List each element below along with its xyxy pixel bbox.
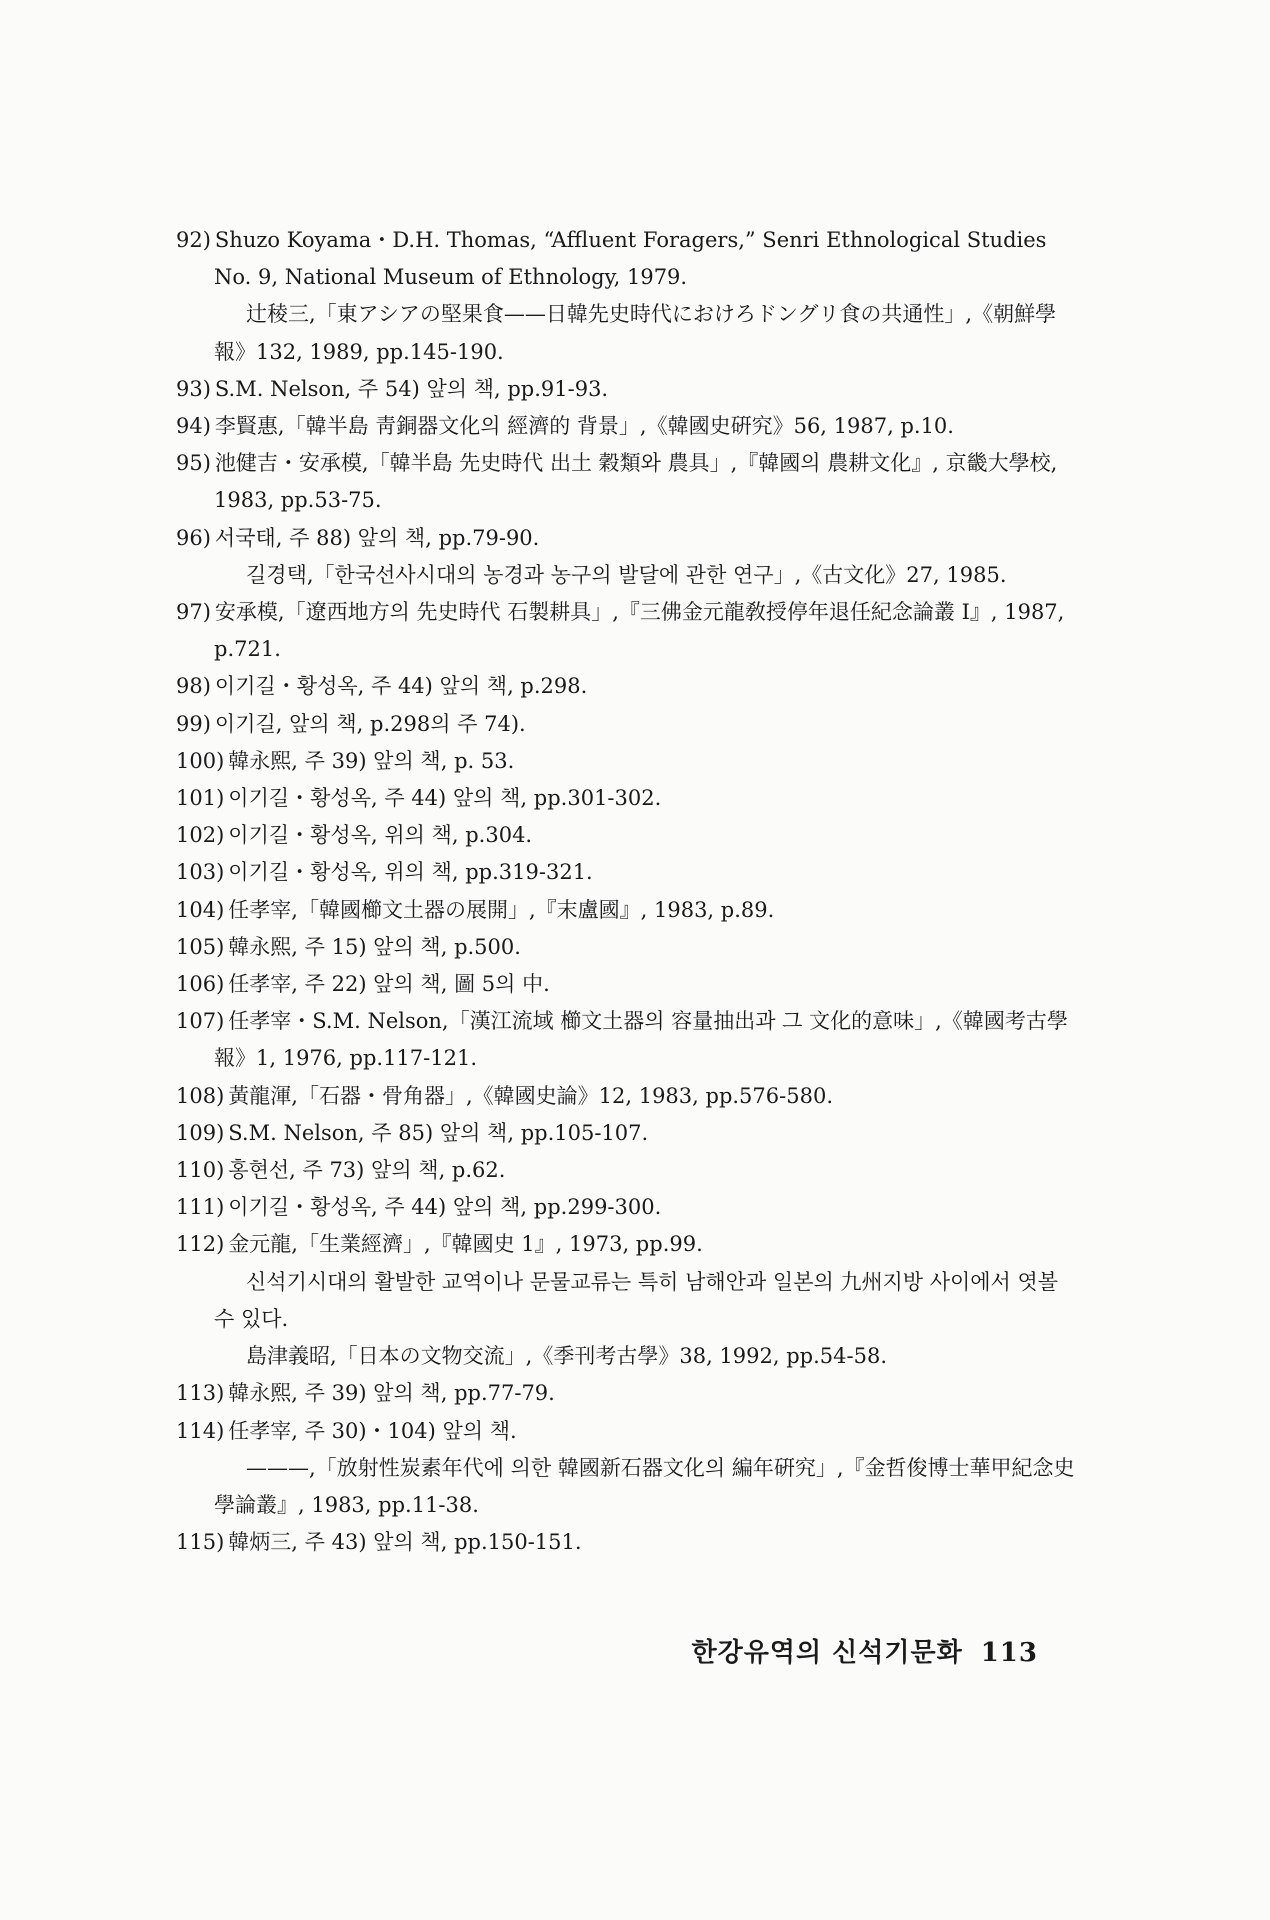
footnote-item (176, 1003, 1076, 1077)
footnote-text: 이기길・황성옥, 위의 책, p.304. (228, 823, 533, 848)
page-footer (692, 1632, 1039, 1669)
footnote-item (176, 445, 1076, 519)
footnote-item (176, 1152, 1076, 1189)
footnote-item (176, 1524, 1076, 1561)
footnote-text: 任孝宰・S.M. Nelson,「漢江流域 櫛文土器의 容量抽出과 그 文化的意味」,《韓國考古學報》1, 1976, pp.117-121. (214, 1009, 1068, 1071)
footnote-text: 韓永熙, 주 15) 앞의 책, p.500. (228, 934, 521, 959)
footnote-number: 97) (176, 600, 211, 625)
footnote-item (176, 1413, 1076, 1450)
footnote-number: 114) (176, 1418, 225, 1443)
footnote-text: 安承模,「遼西地方의 先史時代 石製耕具」,『三佛金元龍敎授停年退任紀念論叢 Ⅰ』, 1987, p.721. (214, 600, 1065, 662)
footnote-item (176, 780, 1076, 817)
footnote-text: 이기길・황성옥, 주 44) 앞의 책, p.298. (214, 674, 588, 699)
footnote-item (176, 408, 1076, 445)
footnote-text: 韓永熙, 주 39) 앞의 책, pp.77-79. (228, 1381, 555, 1406)
footnote-number: 103) (176, 860, 225, 885)
footnote-item (176, 1375, 1076, 1412)
footnote-number: 94) (176, 414, 211, 439)
footnote-number: 92) (176, 228, 211, 252)
footnote-number: 95) (176, 451, 211, 476)
footnote-item (176, 668, 1076, 705)
footnote-number: 105) (176, 934, 225, 959)
footnote-continuation: 辻稜三,「東アシアの堅果食——日韓先史時代におけろドングリ食の共通性」,《朝鮮學報》132, 1989, pp.145-190. (214, 302, 1057, 364)
footnote-number: 93) (176, 376, 211, 401)
footnote-number: 113) (176, 1381, 225, 1406)
footnote-text: 서국태, 주 88) 앞의 책, pp.79-90. (214, 525, 540, 550)
footnote-number: 98) (176, 674, 211, 699)
footnote-continuation: 島津義昭,「日本の文物交流」,《季刊考古學》38, 1992, pp.54-58. (246, 1344, 887, 1369)
footnote-text: 李賢惠,「韓半島 靑銅器文化의 經濟的 背景」,《韓國史硏究》56, 1987, p.10. (214, 414, 954, 439)
footnote-item (176, 1226, 1076, 1263)
footnote-text: 黃龍渾,「石器・骨角器」,《韓國史論》12, 1983, pp.576-580. (228, 1083, 833, 1108)
footnote-item (176, 929, 1076, 966)
footnote-number: 110) (176, 1158, 225, 1183)
footnote-item (176, 1078, 1076, 1115)
footnote-item (176, 1115, 1076, 1152)
footnote-number: 108) (176, 1083, 225, 1108)
footnote-item (176, 892, 1076, 929)
footnote-item (176, 966, 1076, 1003)
footnote-item (176, 817, 1076, 854)
footnote-number: 109) (176, 1120, 225, 1145)
footnote-text: 任孝宰,「韓國櫛文土器の展開」,『末盧國』, 1983, p.89. (228, 897, 775, 922)
footnote-item (176, 1189, 1076, 1226)
footnote-text: 韓永熙, 주 39) 앞의 책, p. 53. (228, 748, 515, 773)
footnote-text: 任孝宰, 주 22) 앞의 책, 圖 5의 中. (228, 972, 550, 997)
footnote-number: 100) (176, 748, 225, 773)
footnote-text: 이기길・황성옥, 주 44) 앞의 책, pp.299-300. (228, 1195, 662, 1220)
footnote-text: 이기길・황성옥, 주 44) 앞의 책, pp.301-302. (228, 786, 662, 811)
footnote-number: 96) (176, 525, 211, 550)
footnote-item (176, 743, 1076, 780)
footnote-text: S.M. Nelson, 주 85) 앞의 책, pp.105-107. (228, 1120, 649, 1145)
footnote-list (176, 222, 1076, 1561)
footnote-number: 107) (176, 1009, 225, 1034)
footnote-continuation: ———,「放射性炭素年代에 의한 韓國新石器文化의 編年硏究」,『金哲俊博士華甲紀念史學論叢』, 1983, pp.11-38. (214, 1455, 1075, 1517)
footnote-item (176, 706, 1076, 743)
footnote-text: 홍현선, 주 73) 앞의 책, p.62. (228, 1158, 506, 1183)
footnote-text: S.M. Nelson, 주 54) 앞의 책, pp.91-93. (214, 376, 609, 401)
footnote-text: 이기길・황성옥, 위의 책, pp.319-321. (228, 860, 593, 885)
footnote-item (176, 854, 1076, 891)
running-title: 한강유역의 신석기문화 (691, 1638, 963, 1668)
footnote-continuation: 신석기시대의 활발한 교역이나 문물교류는 특히 남해안과 일본의 九州지방 사이에서 엿볼 수 있다. (214, 1269, 1059, 1331)
footnote-number: 115) (176, 1530, 225, 1555)
footnote-number: 111) (176, 1195, 225, 1220)
footnote-number: 101) (176, 786, 225, 811)
footnote-number: 104) (176, 897, 225, 922)
footnote-text: 金元龍,「生業經濟」,『韓國史 1』, 1973, pp.99. (228, 1232, 703, 1257)
footnote-item (176, 371, 1076, 408)
footnote-item (176, 520, 1076, 557)
footnote-number: 102) (176, 823, 225, 848)
footnote-item (176, 594, 1076, 668)
footnote-item (176, 222, 1076, 296)
footnote-text: 韓炳三, 주 43) 앞의 책, pp.150-151. (228, 1530, 582, 1555)
footnote-number: 99) (176, 711, 211, 736)
footnote-number: 106) (176, 972, 225, 997)
footnote-text: 池健吉・安承模,「韓半島 先史時代 出土 穀類와 農具」,『韓國의 農耕文化』, 京畿大學校, 1983, pp.53-75. (214, 451, 1058, 513)
footnote-continuation: 길경택,「한국선사시대의 농경과 농구의 발달에 관한 연구」,《古文化》27, 1985. (246, 562, 1007, 587)
footnote-text: 任孝宰, 주 30)・104) 앞의 책. (228, 1418, 517, 1443)
page-number: 113 (980, 1638, 1038, 1668)
footnote-number: 112) (176, 1232, 225, 1257)
footnote-text: Shuzo Koyama・D.H. Thomas, “Affluent Foragers,” Senri Ethnological Studies No. 9, National Museum of Ethnology, 1979. (214, 228, 1047, 290)
footnote-text: 이기길, 앞의 책, p.298의 주 74). (214, 711, 526, 736)
